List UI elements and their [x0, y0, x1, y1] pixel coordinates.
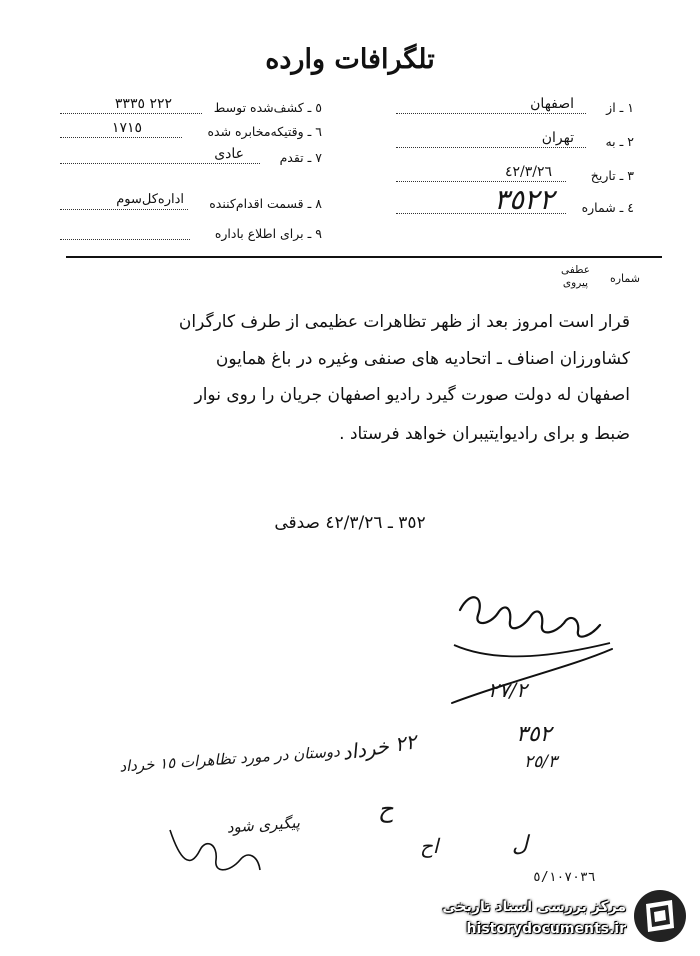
- watermark-text-fa: مرکز بررسی اسناد تاریخی: [442, 899, 626, 915]
- body-line-3: اصفهان له دولت صورت گیرد رادیو اصفهان جریان را روی نوار: [194, 385, 630, 405]
- field-date-label: ٣ ـ تاریخ: [590, 168, 634, 183]
- reference-atfi: عطفی: [561, 264, 590, 276]
- footer-reference: ٣٥٢ ـ ٤٢/٣/٢٦ صدقی: [274, 513, 426, 533]
- field-from-label: ١ ـ از: [606, 100, 634, 115]
- field-number-value: ٣٥٢٢: [493, 183, 554, 216]
- reference-label: شماره: [609, 272, 640, 285]
- field-action-dept-value: اداره‌کل‌سوم: [116, 192, 184, 207]
- reference-peyrovi: پیروی: [562, 277, 589, 289]
- archive-stamp: ٥/١٠٧٠٣٦: [533, 870, 596, 885]
- field-number: [396, 183, 634, 220]
- field-from: [396, 96, 634, 120]
- field-date-value: ٤٢/٣/٢٦: [504, 164, 552, 180]
- document-title: تلگرافات وارده: [265, 44, 435, 75]
- body-line-1: قرار است امروز بعد از ظهر تظاهرات عظیمی از طرف کارگران: [178, 312, 630, 332]
- field-action-dept: [60, 192, 322, 216]
- initials-2: اح: [420, 834, 439, 858]
- note-ref: ٢٧/٢: [488, 678, 527, 702]
- field-to-label: ٢ ـ به: [605, 134, 634, 149]
- field-sent-time-label: ٦ ـ وقتیکه‌مخابره شده: [207, 124, 322, 139]
- header-divider: [66, 256, 662, 258]
- field-sent-time: [60, 120, 322, 144]
- field-priority-value: عادی: [214, 146, 244, 162]
- field-number-label: ٤ ـ شماره: [581, 200, 634, 215]
- field-priority: [60, 146, 322, 170]
- field-decoded-by-label: ٥ ـ کشف‌شده توسط: [213, 100, 322, 115]
- signature-text: [470, 600, 590, 625]
- field-to: [396, 130, 634, 154]
- handwritten-scribble-icon: [160, 820, 270, 890]
- field-priority-label: ٧ ـ تقدم: [279, 150, 322, 165]
- field-decoded-by-value: ٢٢٢ ٣٣٣٥: [114, 96, 172, 112]
- field-sent-time-value: ١٧١٥: [111, 120, 142, 136]
- body-line-2: کشاورزان اصناف ـ اتحادیه های صنفی وغیره در باغ همایون: [215, 349, 630, 369]
- left-note-1: دوستان در مورد تظاهرات ١٥ خرداد: [118, 742, 341, 776]
- field-decoded-by: [60, 96, 322, 120]
- field-inform-dept-label: ٩ ـ برای اطلاع باداره: [214, 226, 322, 241]
- initials-1: ح: [378, 795, 394, 823]
- initials-3: ل: [512, 832, 528, 857]
- num-bottom: ٢٥/٣: [524, 752, 558, 772]
- field-to-value: تهران: [541, 130, 574, 146]
- body-line-4: ضبط و برای رادیوایتیبران خواهد فرستاد .: [339, 424, 630, 444]
- field-inform-dept: [60, 222, 322, 246]
- date-note: ٢٢ خرداد: [340, 729, 419, 765]
- num-top: ٣٥٢: [516, 722, 552, 747]
- watermark-text-en: historydocuments.ir: [466, 921, 626, 937]
- field-action-dept-label: ٨ ـ قسمت اقدام‌کننده: [209, 196, 322, 211]
- archive-logo-icon: [632, 888, 688, 944]
- field-from-value: اصفهان: [530, 96, 574, 112]
- reference-values: [561, 264, 590, 290]
- left-note-2: پیگیری شود: [226, 813, 301, 837]
